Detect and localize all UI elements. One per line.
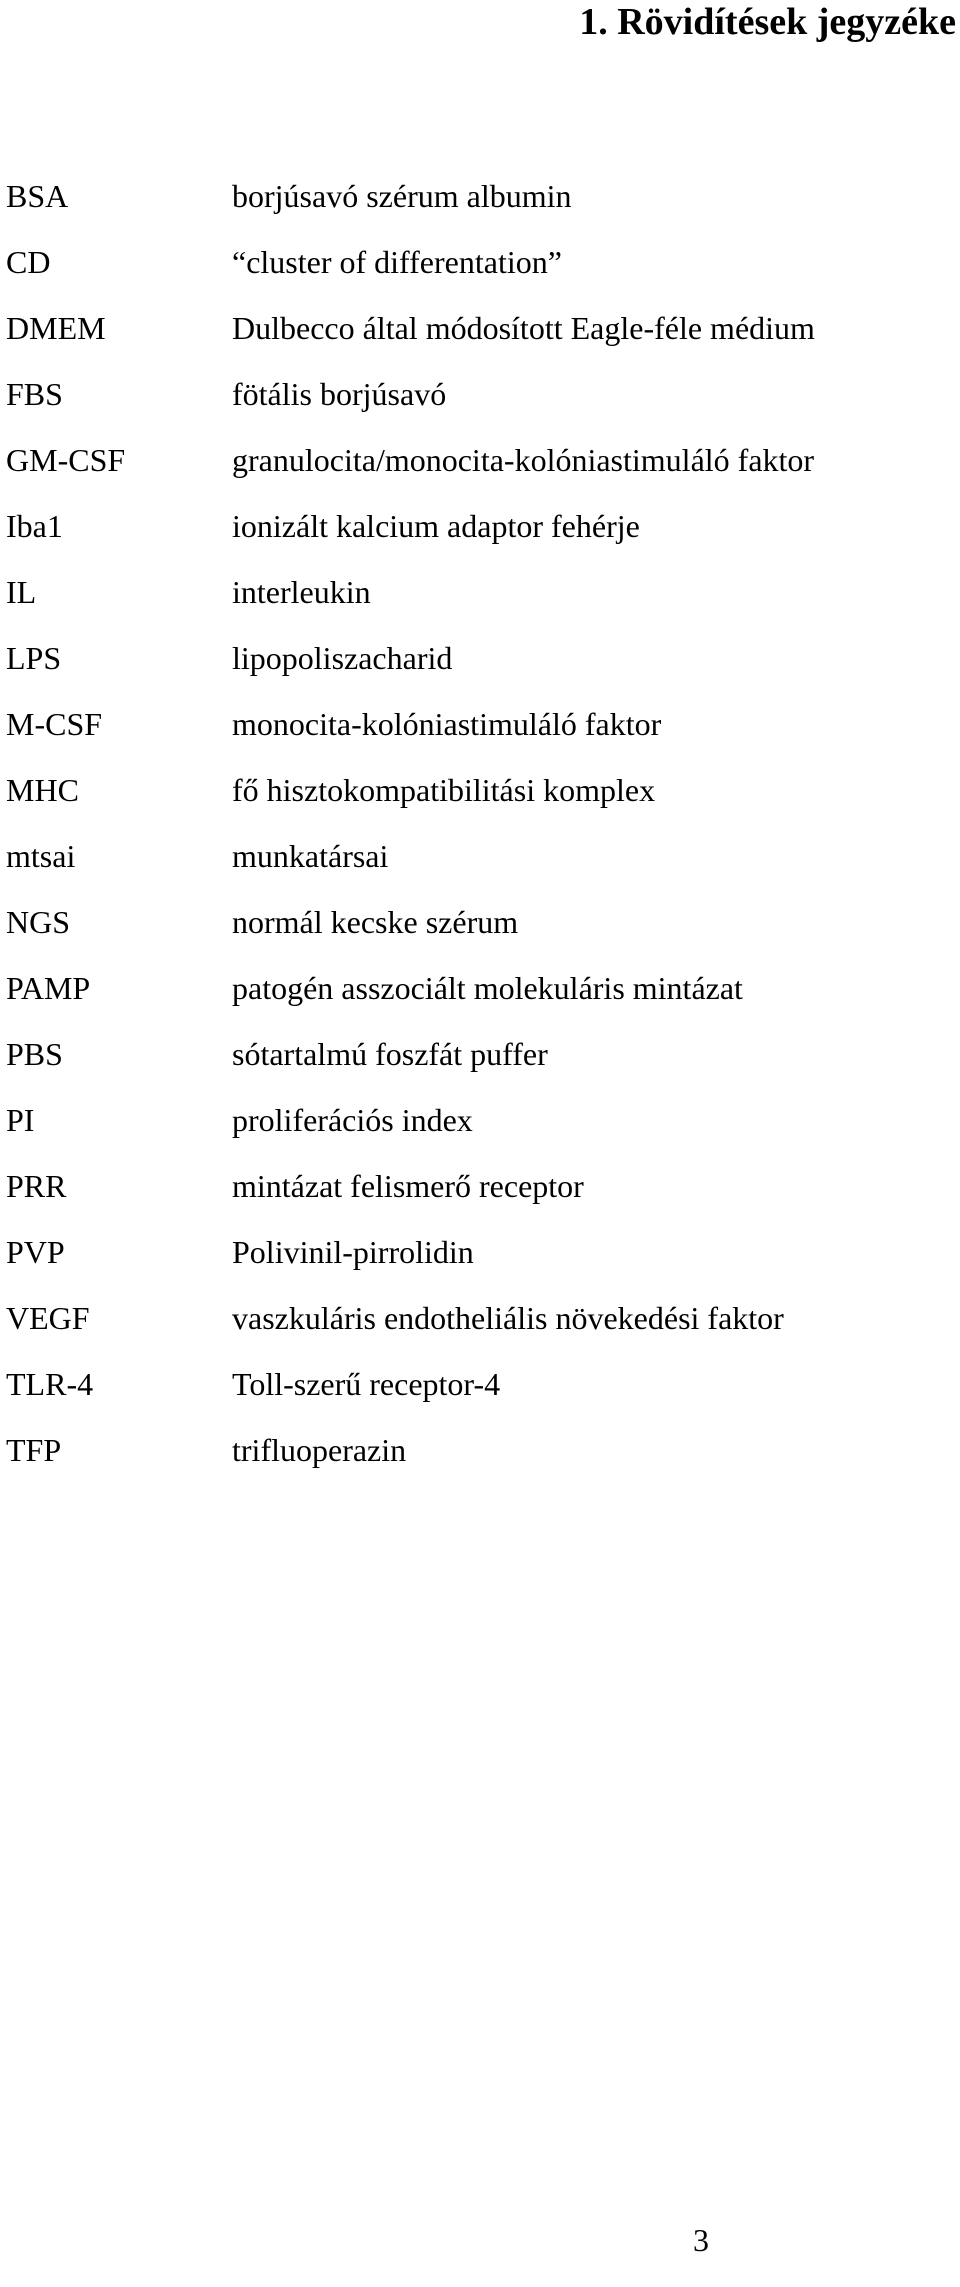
abbreviation-row — [6, 1285, 946, 1351]
abbreviation-row — [6, 1153, 946, 1219]
page-number: 3 — [693, 2222, 709, 2258]
abbreviation-term: M-CSF — [6, 705, 103, 742]
abbreviation-definition: mintázat felismerő receptor — [232, 1167, 584, 1204]
abbreviation-row — [6, 493, 946, 559]
abbreviation-row — [6, 955, 946, 1021]
abbreviation-term: TLR-4 — [6, 1365, 94, 1402]
abbreviation-term: LPS — [6, 639, 62, 676]
abbreviation-row — [6, 229, 946, 295]
abbreviation-term: VEGF — [6, 1299, 90, 1336]
abbreviation-row — [6, 559, 946, 625]
abbreviation-row — [6, 163, 946, 229]
abbreviation-definition: ionizált kalcium adaptor fehérje — [232, 507, 640, 544]
abbreviation-term: MHC — [6, 771, 79, 808]
abbreviation-definition: “cluster of differentation” — [232, 243, 562, 280]
abbreviation-row — [6, 889, 946, 955]
abbreviation-row — [6, 625, 946, 691]
abbreviation-term: IL — [6, 573, 37, 610]
abbreviation-row — [6, 691, 946, 757]
abbreviation-row — [6, 823, 946, 889]
abbreviation-definition: trifluoperazin — [232, 1431, 407, 1468]
abbreviation-definition: vaszkuláris endotheliális növekedési faktor — [232, 1299, 784, 1336]
abbreviation-term: DMEM — [6, 309, 106, 346]
abbreviation-term: PVP — [6, 1233, 65, 1270]
abbreviation-definition: fő hisztokompatibilitási komplex — [232, 771, 656, 808]
abbreviation-row — [6, 1021, 946, 1087]
abbreviation-term: CD — [6, 243, 51, 280]
abbreviation-definition: normál kecske szérum — [232, 903, 519, 940]
abbreviation-definition: Toll-szerű receptor-4 — [232, 1365, 501, 1402]
abbreviation-definition: monocita-kolóniastimuláló faktor — [232, 705, 662, 742]
abbreviation-row — [6, 1351, 946, 1417]
abbreviation-term: BSA — [6, 177, 69, 214]
abbreviation-row — [6, 1417, 946, 1483]
page-title: 1. Rövidítések jegyzéke — [579, 1, 956, 43]
abbreviation-term: PAMP — [6, 969, 91, 1006]
abbreviation-row — [6, 361, 946, 427]
abbreviation-definition: lipopoliszacharid — [232, 639, 453, 676]
abbreviation-definition: fötális borjúsavó — [232, 375, 447, 412]
abbreviation-definition: Polivinil-pirrolidin — [232, 1233, 474, 1270]
abbreviation-definition: patogén asszociált molekuláris mintázat — [232, 969, 743, 1006]
abbreviation-term: Iba1 — [6, 507, 63, 544]
abbreviation-term: PI — [6, 1101, 35, 1138]
abbreviation-definition: munkatársai — [232, 837, 389, 874]
abbreviation-row — [6, 295, 946, 361]
abbreviation-definition: borjúsavó szérum albumin — [232, 177, 572, 214]
abbreviation-term: PRR — [6, 1167, 67, 1204]
abbreviation-definition: proliferációs index — [232, 1101, 473, 1138]
abbreviation-definition: Dulbecco által módosított Eagle-féle médium — [232, 309, 815, 346]
abbreviation-list — [6, 163, 946, 1483]
abbreviation-row — [6, 1087, 946, 1153]
abbreviation-term: mtsai — [6, 837, 76, 874]
abbreviation-term: GM-CSF — [6, 441, 126, 478]
abbreviation-row — [6, 757, 946, 823]
abbreviation-definition: sótartalmú foszfát puffer — [232, 1035, 548, 1072]
abbreviation-definition: granulocita/monocita-kolóniastimuláló faktor — [232, 441, 815, 478]
abbreviation-term: TFP — [6, 1431, 62, 1468]
abbreviation-definition: interleukin — [232, 573, 371, 610]
abbreviation-term: PBS — [6, 1035, 63, 1072]
abbreviation-row — [6, 427, 946, 493]
abbreviation-term: FBS — [6, 375, 63, 412]
abbreviation-term: NGS — [6, 903, 71, 940]
abbreviation-row — [6, 1219, 946, 1285]
